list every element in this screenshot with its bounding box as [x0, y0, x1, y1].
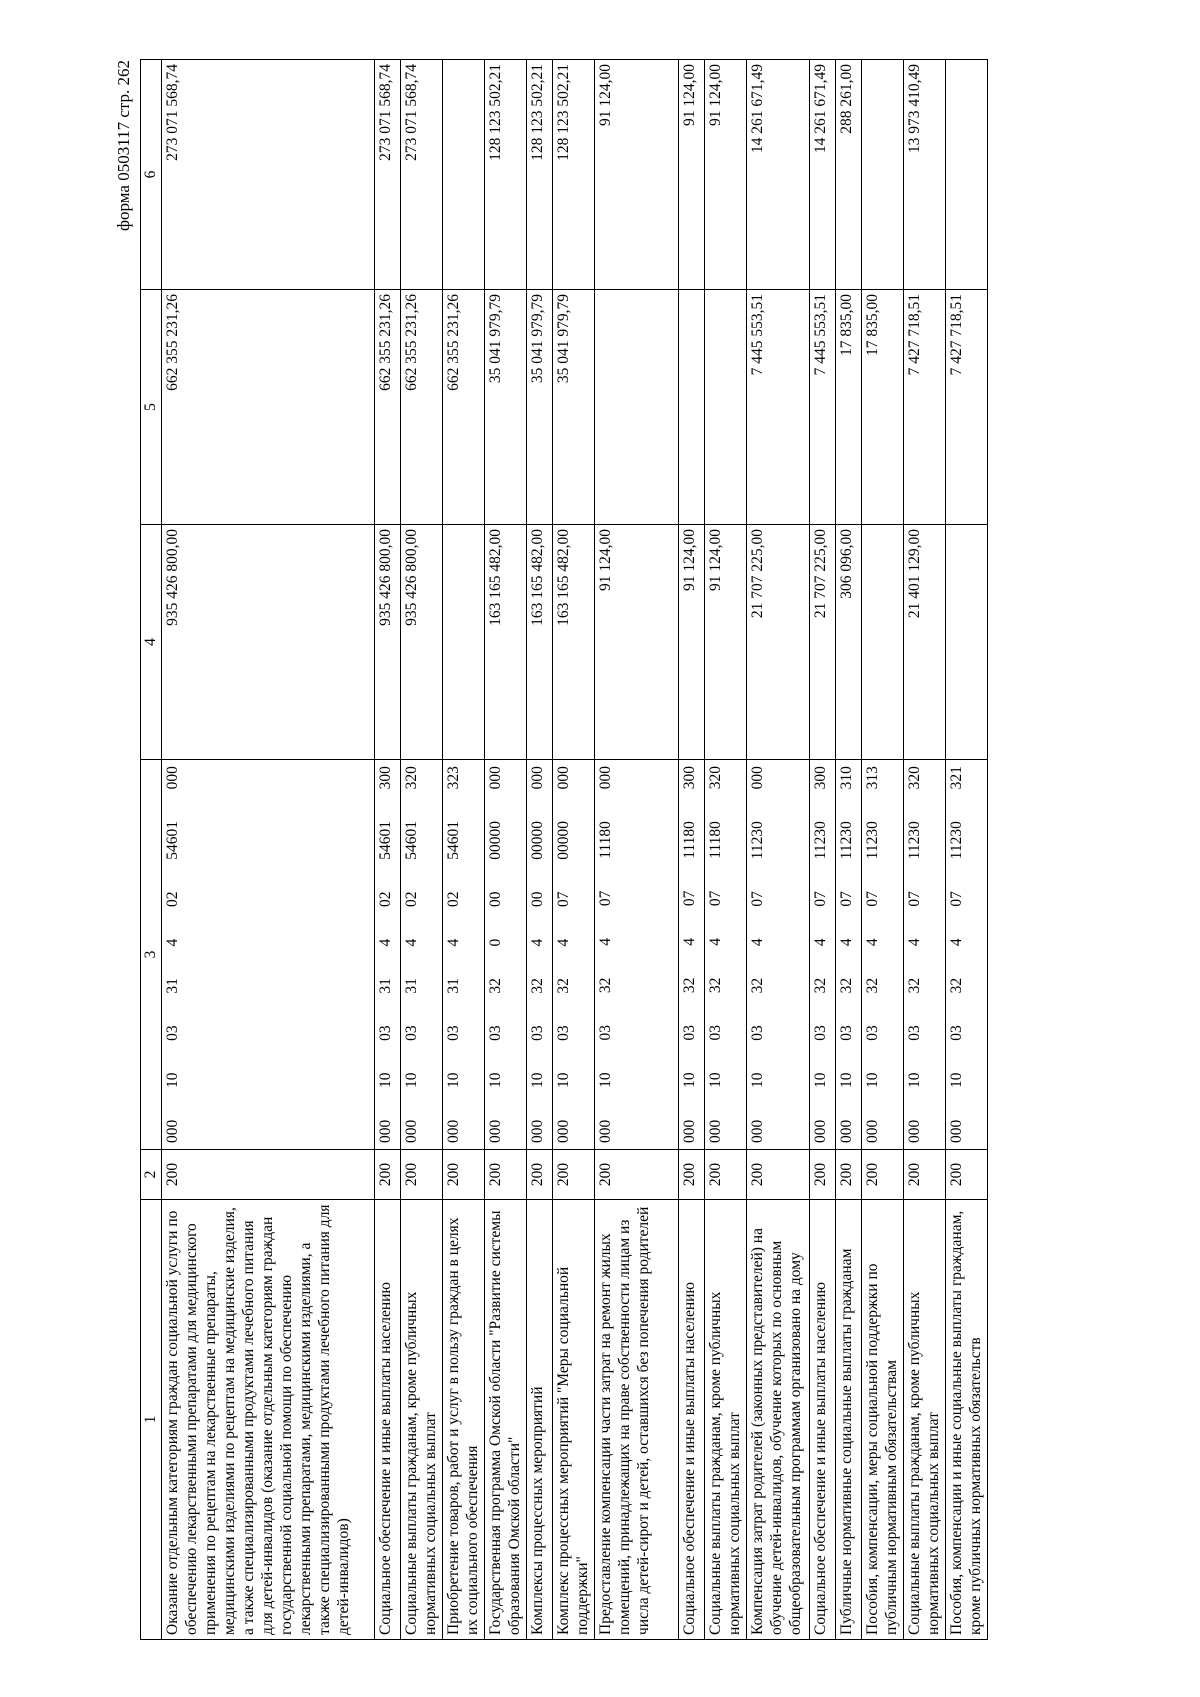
code-part: 03	[445, 1025, 462, 1041]
row-name: Публичные нормативные социальные выплаты гражданам	[836, 1200, 862, 1640]
row-approved: 935 426 800,00	[162, 525, 375, 760]
row-budget-code	[946, 760, 988, 1150]
column-header: 6	[141, 60, 162, 290]
row-unexecuted: 13 973 410,49	[904, 60, 946, 290]
row-executed: 7 445 553,51	[747, 290, 810, 525]
row-name: Комплексы процессных мероприятий	[527, 1200, 553, 1640]
budget-table	[140, 59, 988, 1640]
code-part: 000	[377, 1119, 394, 1143]
code-part: 4	[445, 938, 462, 947]
row-approved: 21 707 225,00	[747, 525, 810, 760]
table-row	[485, 60, 527, 1640]
row-executed: 7 427 718,51	[904, 290, 946, 525]
row-budget-code	[595, 760, 679, 1150]
row-line-code: 200	[747, 1150, 810, 1200]
code-part: 31	[377, 978, 394, 994]
row-approved: 91 124,00	[595, 525, 679, 760]
code-part: 11180	[597, 821, 614, 859]
row-unexecuted	[443, 60, 485, 290]
table-row	[443, 60, 485, 1640]
code-part: 10	[749, 1072, 766, 1088]
code-part: 31	[445, 978, 462, 994]
row-budget-code	[679, 760, 705, 1150]
row-name: Государственная программа Омской области "Развитие системы образования Омской области"	[485, 1200, 527, 1640]
table-row	[375, 60, 401, 1640]
row-executed: 7 427 718,51	[946, 290, 988, 525]
code-part: 32	[529, 978, 546, 994]
row-unexecuted: 273 071 568,74	[375, 60, 401, 290]
code-part: 32	[864, 977, 881, 994]
row-name: Приобретение товаров, работ и услуг в пользу граждан в целях их социального обеспечения	[443, 1200, 485, 1640]
row-budget-code	[527, 760, 553, 1150]
row-executed	[679, 290, 705, 525]
table-row	[946, 60, 988, 1640]
row-budget-code	[836, 760, 862, 1150]
table-row	[679, 60, 705, 1640]
code-part: 54601	[445, 821, 462, 860]
budget-report-page	[100, 50, 1050, 1640]
code-part: 32	[597, 977, 614, 994]
row-name: Социальные выплаты гражданам, кроме публичных нормативных социальных выплат	[705, 1200, 747, 1640]
row-line-code: 200	[836, 1150, 862, 1200]
code-part: 03	[555, 1025, 572, 1041]
code-part: 07	[838, 891, 855, 907]
code-part: 32	[681, 977, 698, 994]
code-part: 54601	[164, 821, 181, 860]
row-line-code: 200	[904, 1150, 946, 1200]
table-row	[553, 60, 595, 1640]
code-part: 54601	[403, 821, 420, 860]
code-part: 11230	[948, 821, 965, 860]
code-part: 03	[707, 1025, 724, 1041]
row-name: Компенсация затрат родителей (законных представителей) на обучение детей-инвалидов, обучение которых по основным общеобразовательным программам организовано на дому	[747, 1200, 810, 1640]
column-number-row	[141, 60, 162, 1640]
row-unexecuted	[862, 60, 904, 290]
code-part: 07	[812, 891, 829, 907]
code-part: 10	[529, 1072, 546, 1089]
row-budget-code	[810, 760, 836, 1150]
row-unexecuted: 91 124,00	[679, 60, 705, 290]
row-unexecuted: 273 071 568,74	[162, 60, 375, 290]
code-part: 320	[707, 766, 724, 790]
row-approved: 21 707 225,00	[810, 525, 836, 760]
row-approved	[946, 525, 988, 760]
row-line-code: 200	[401, 1150, 443, 1200]
code-part: 000	[529, 766, 546, 790]
row-executed: 662 355 231,26	[443, 290, 485, 525]
code-part: 11180	[707, 821, 724, 859]
code-part: 000	[487, 1119, 504, 1143]
code-part: 03	[529, 1025, 546, 1041]
code-part: 03	[812, 1025, 829, 1041]
code-part: 03	[864, 1025, 881, 1041]
code-part: 000	[487, 766, 504, 790]
code-part: 02	[164, 891, 181, 907]
code-part: 11230	[864, 821, 881, 860]
code-part: 32	[948, 977, 965, 994]
code-part: 000	[555, 1119, 572, 1143]
row-budget-code	[747, 760, 810, 1150]
code-part: 4	[597, 938, 614, 946]
code-part: 320	[906, 766, 923, 790]
code-part: 07	[597, 890, 614, 907]
row-executed: 35 041 979,79	[553, 290, 595, 525]
code-part: 000	[864, 1119, 881, 1143]
row-executed: 35 041 979,79	[527, 290, 553, 525]
row-budget-code	[904, 760, 946, 1150]
row-approved: 21 401 129,00	[904, 525, 946, 760]
code-part: 07	[864, 891, 881, 907]
code-part: 32	[555, 978, 572, 994]
row-unexecuted: 128 123 502,21	[485, 60, 527, 290]
code-part: 10	[812, 1072, 829, 1088]
code-part: 11230	[812, 821, 829, 860]
code-part: 07	[681, 890, 698, 907]
code-part: 03	[948, 1025, 965, 1041]
code-part: 00000	[555, 821, 572, 860]
code-part: 4	[812, 938, 829, 947]
code-part: 10	[164, 1072, 181, 1089]
row-budget-code	[401, 760, 443, 1150]
row-name: Социальные выплаты гражданам, кроме публичных нормативных социальных выплат	[904, 1200, 946, 1640]
table-row	[401, 60, 443, 1640]
column-header: 2	[141, 1150, 162, 1200]
code-part: 4	[906, 938, 923, 947]
row-unexecuted: 128 123 502,21	[527, 60, 553, 290]
column-header: 5	[141, 290, 162, 525]
form-title: форма 0503117 стр. 262	[114, 60, 133, 231]
code-part: 32	[838, 977, 855, 994]
row-name: Комплекс процессных мероприятий "Меры социальной поддержки"	[553, 1200, 595, 1640]
code-part: 000	[749, 1119, 766, 1143]
row-name: Социальное обеспечение и иные выплаты населению	[375, 1200, 401, 1640]
row-name: Пособия, компенсации, меры социальной поддержки по публичным нормативным обязательствам	[862, 1200, 904, 1640]
code-part: 10	[445, 1072, 462, 1089]
table-row	[595, 60, 679, 1640]
row-unexecuted: 91 124,00	[595, 60, 679, 290]
table-row	[904, 60, 946, 1640]
table-row	[862, 60, 904, 1640]
code-part: 000	[164, 1119, 181, 1143]
table-row	[747, 60, 810, 1640]
row-line-code: 200	[679, 1150, 705, 1200]
code-part: 11230	[838, 821, 855, 860]
code-part: 32	[812, 977, 829, 994]
row-executed	[705, 290, 747, 525]
row-approved: 935 426 800,00	[375, 525, 401, 760]
code-part: 54601	[377, 821, 394, 860]
row-line-code: 200	[553, 1150, 595, 1200]
code-part: 10	[906, 1072, 923, 1088]
code-part: 31	[403, 978, 420, 994]
row-line-code: 200	[946, 1150, 988, 1200]
code-part: 32	[749, 977, 766, 994]
code-part: 000	[555, 766, 572, 790]
code-part: 32	[707, 977, 724, 994]
code-part: 00000	[487, 821, 504, 860]
row-name: Социальное обеспечение и иные выплаты населению	[679, 1200, 705, 1640]
row-unexecuted: 91 124,00	[705, 60, 747, 290]
code-part: 000	[749, 766, 766, 790]
row-line-code: 200	[485, 1150, 527, 1200]
code-part: 07	[906, 891, 923, 907]
row-approved: 91 124,00	[679, 525, 705, 760]
column-header: 1	[141, 1200, 162, 1640]
code-part: 000	[838, 1119, 855, 1143]
row-unexecuted: 14 261 671,49	[810, 60, 836, 290]
code-part: 4	[377, 938, 394, 947]
code-part: 323	[445, 766, 462, 790]
row-unexecuted: 128 123 502,21	[553, 60, 595, 290]
code-part: 32	[487, 978, 504, 994]
code-part: 4	[529, 938, 546, 947]
code-part: 03	[681, 1025, 698, 1041]
row-name: Социальные выплаты гражданам, кроме публичных нормативных социальных выплат	[401, 1200, 443, 1640]
code-part: 4	[681, 938, 698, 946]
code-part: 310	[838, 766, 855, 790]
code-part: 03	[838, 1025, 855, 1041]
code-part: 07	[749, 891, 766, 907]
row-unexecuted	[946, 60, 988, 290]
code-part: 4	[838, 938, 855, 947]
code-part: 300	[681, 766, 698, 790]
code-part: 0	[487, 938, 504, 947]
code-part: 10	[948, 1072, 965, 1088]
table-row	[836, 60, 862, 1640]
row-line-code: 200	[162, 1150, 375, 1200]
row-line-code: 200	[862, 1150, 904, 1200]
code-part: 10	[597, 1072, 614, 1088]
row-budget-code	[162, 760, 375, 1150]
code-part: 03	[403, 1025, 420, 1041]
code-part: 32	[906, 977, 923, 994]
row-name: Оказание отдельным категориям граждан социальной услуги по обеспечению лекарственными препаратами для медицинского применения по рецептам на лекарственные препараты, медицинскими изделиями по рецептам на медицинские изделия, а также специализированными продуктами лечебного питания для детей-инвалидов (оказание отдельным категориям граждан государственной социальной помощи по обеспечению лекарственными препаратами, медицинскими изделиями, а также специализированными продуктами лечебного питания для детей-инвалидов)	[162, 1200, 375, 1640]
code-part: 11230	[749, 821, 766, 860]
code-part: 31	[164, 978, 181, 994]
row-executed: 662 355 231,26	[375, 290, 401, 525]
code-part: 000	[681, 1119, 698, 1143]
code-part: 03	[164, 1025, 181, 1041]
code-part: 03	[906, 1025, 923, 1041]
code-part: 000	[164, 766, 181, 790]
code-part: 4	[749, 938, 766, 947]
row-executed: 662 355 231,26	[401, 290, 443, 525]
code-part: 000	[812, 1119, 829, 1143]
code-part: 300	[377, 766, 394, 790]
code-part: 000	[529, 1119, 546, 1143]
row-approved: 306 096,00	[836, 525, 862, 760]
code-part: 00	[487, 891, 504, 907]
column-header: 3	[141, 760, 162, 1150]
code-part: 4	[555, 938, 572, 947]
row-approved	[443, 525, 485, 760]
code-part: 11180	[681, 821, 698, 859]
row-executed: 7 445 553,51	[810, 290, 836, 525]
row-executed: 35 041 979,79	[485, 290, 527, 525]
code-part: 4	[948, 938, 965, 947]
code-part: 00	[529, 891, 546, 907]
code-part: 10	[864, 1072, 881, 1088]
table-row	[705, 60, 747, 1640]
row-approved: 163 165 482,00	[527, 525, 553, 760]
code-part: 07	[555, 891, 572, 907]
row-line-code: 200	[527, 1150, 553, 1200]
code-part: 4	[707, 938, 724, 946]
row-executed: 17 835,00	[862, 290, 904, 525]
row-unexecuted: 273 071 568,74	[401, 60, 443, 290]
code-part: 000	[597, 766, 614, 790]
row-unexecuted: 14 261 671,49	[747, 60, 810, 290]
row-approved: 91 124,00	[705, 525, 747, 760]
row-approved: 163 165 482,00	[553, 525, 595, 760]
code-part: 11230	[906, 821, 923, 860]
code-part: 03	[377, 1025, 394, 1041]
row-budget-code	[862, 760, 904, 1150]
column-header: 4	[141, 525, 162, 760]
row-line-code: 200	[443, 1150, 485, 1200]
row-line-code: 200	[375, 1150, 401, 1200]
row-name: Пособия, компенсации и иные социальные выплаты гражданам, кроме публичных нормативных обязательств	[946, 1200, 988, 1640]
code-part: 4	[864, 938, 881, 947]
row-budget-code	[375, 760, 401, 1150]
code-part: 000	[597, 1119, 614, 1143]
row-approved: 935 426 800,00	[401, 525, 443, 760]
code-part: 10	[555, 1072, 572, 1089]
code-part: 000	[707, 1119, 724, 1143]
code-part: 300	[812, 766, 829, 790]
code-part: 000	[445, 1119, 462, 1143]
row-line-code: 200	[810, 1150, 836, 1200]
code-part: 10	[487, 1072, 504, 1089]
code-part: 4	[403, 938, 420, 947]
row-budget-code	[705, 760, 747, 1150]
code-part: 000	[403, 1119, 420, 1143]
table-row	[810, 60, 836, 1640]
code-part: 10	[403, 1072, 420, 1089]
table-row	[162, 60, 375, 1640]
code-part: 02	[377, 891, 394, 907]
code-part: 03	[597, 1025, 614, 1041]
row-executed: 17 835,00	[836, 290, 862, 525]
code-part: 07	[707, 890, 724, 907]
code-part: 4	[164, 938, 181, 947]
code-part: 02	[445, 891, 462, 907]
code-part: 10	[377, 1072, 394, 1089]
code-part: 321	[948, 766, 965, 790]
code-part: 10	[707, 1072, 724, 1088]
row-budget-code	[443, 760, 485, 1150]
code-part: 00000	[529, 821, 546, 860]
row-line-code: 200	[705, 1150, 747, 1200]
code-part: 10	[838, 1072, 855, 1088]
row-approved	[862, 525, 904, 760]
code-part: 000	[948, 1119, 965, 1143]
row-executed	[595, 290, 679, 525]
table-row	[527, 60, 553, 1640]
code-part: 03	[749, 1025, 766, 1041]
code-part: 320	[403, 766, 420, 790]
row-line-code: 200	[595, 1150, 679, 1200]
row-budget-code	[553, 760, 595, 1150]
row-executed: 662 355 231,26	[162, 290, 375, 525]
code-part: 02	[403, 891, 420, 907]
code-part: 313	[864, 766, 881, 790]
code-part: 000	[906, 1119, 923, 1143]
code-part: 10	[681, 1072, 698, 1088]
row-approved: 163 165 482,00	[485, 525, 527, 760]
row-unexecuted: 288 261,00	[836, 60, 862, 290]
row-name: Предоставление компенсации части затрат на ремонт жилых помещений, принадлежащих на праве собственности лицам из числа детей-сирот и детей, оставшихся без попечения родителей	[595, 1200, 679, 1640]
row-budget-code	[485, 760, 527, 1150]
row-name: Социальное обеспечение и иные выплаты населению	[810, 1200, 836, 1640]
code-part: 07	[948, 891, 965, 907]
code-part: 03	[487, 1025, 504, 1041]
